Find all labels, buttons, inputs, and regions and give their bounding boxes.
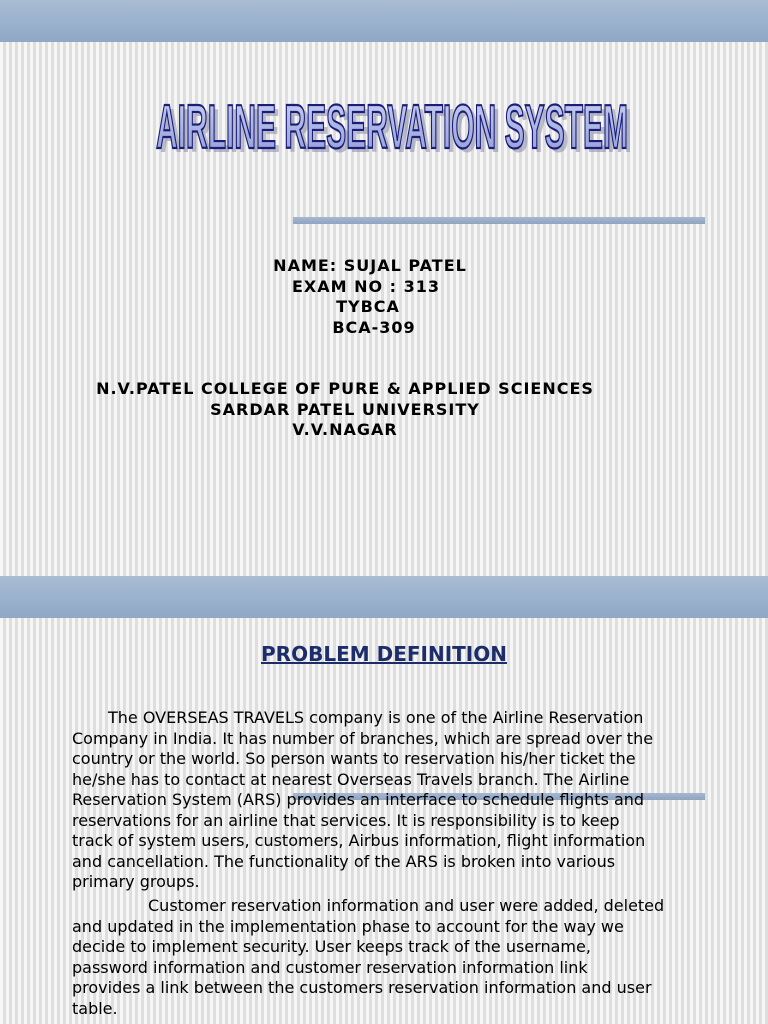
para2-line: and updated in the implementation phase to account for the way we <box>72 916 624 936</box>
para1-line: track of system users, customers, Airbus information, flight information <box>72 831 646 850</box>
university-name: SARDAR PATEL UNIVERSITY <box>210 399 480 419</box>
title-text: AIRLINE RESERVATION SYSTEM <box>156 93 628 162</box>
para1-line: country or the world. So person wants to reservation his/her ticket the <box>72 749 636 768</box>
exam-number: EXAM NO : 313 <box>291 276 441 296</box>
student-info-block <box>0 256 768 338</box>
para1-line: Company in India. It has number of branches, which are spread over the <box>72 728 654 748</box>
para2-line: table. <box>72 998 118 1018</box>
college-name: N.V.PATEL COLLEGE OF PURE & APPLIED SCIENCES <box>96 379 594 398</box>
paper-code: BCA-309 <box>332 317 416 337</box>
course-name: TYBCA <box>336 297 400 316</box>
title-shadow: AIRLINE RESERVATION SYSTEM <box>160 97 632 166</box>
para1-line: he/she has to contact at nearest Overseas Travels branch. The Airline <box>72 769 630 789</box>
section-heading: PROBLEM DEFINITION <box>261 642 507 666</box>
college-info-block <box>0 379 768 441</box>
para2-line: Customer reservation information and user were added, deleted <box>148 896 665 915</box>
paragraph-1 <box>72 708 704 893</box>
paragraph-2 <box>72 896 704 1019</box>
city-name: V.V.NAGAR <box>292 420 398 439</box>
para1-line: The OVERSEAS TRAVELS company is one of the Airline Reservation <box>108 708 644 727</box>
para1-line: and cancellation. The functionality of the ARS is broken into various <box>72 851 616 871</box>
title-wordart <box>0 88 768 168</box>
para2-line: provides a link between the customers reservation information and user <box>72 978 652 997</box>
para1-line: Reservation System (ARS) provides an interface to schedule flights and <box>72 790 645 809</box>
para2-line: decide to implement security. User keeps track of the username, <box>72 937 591 956</box>
para2-line: password information and customer reservation information link <box>72 957 588 977</box>
student-name: NAME: SUJAL PATEL <box>273 256 467 275</box>
para1-line: reservations for an airline that services. It is responsibility is to keep <box>72 810 620 830</box>
title-divider-rule <box>293 217 705 224</box>
top-header-band <box>0 0 768 42</box>
second-header-band <box>0 576 768 618</box>
para1-line: primary groups. <box>72 872 200 891</box>
